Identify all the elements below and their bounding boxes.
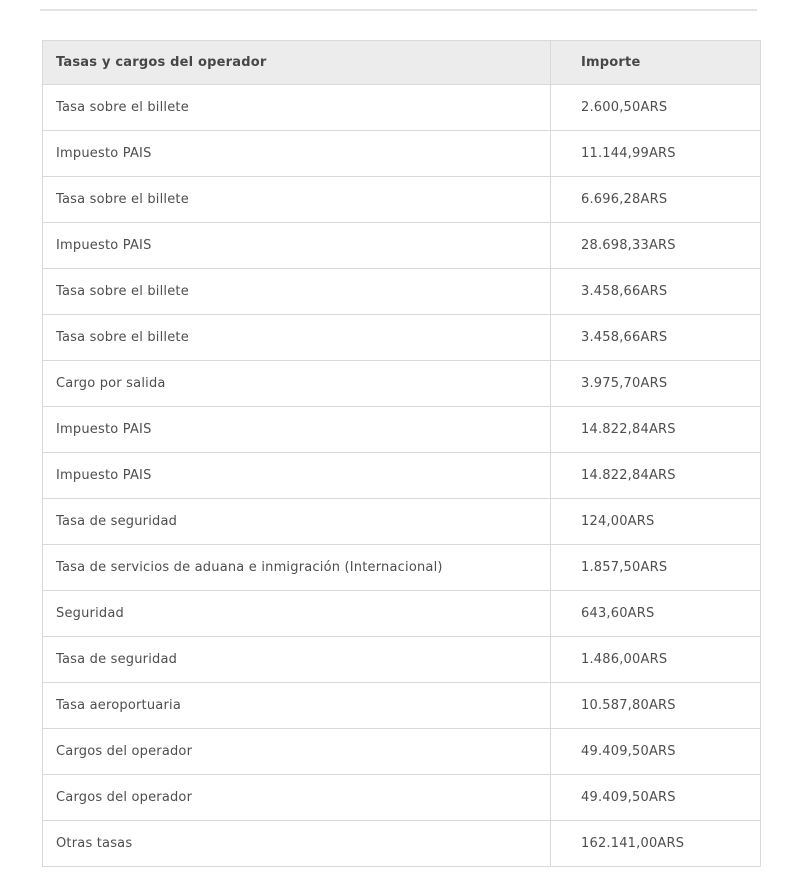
table-row [43, 545, 761, 591]
top-divider [40, 9, 757, 11]
fee-concept: Impuesto PAIS [43, 407, 551, 453]
fee-concept: Cargos del operador [43, 775, 551, 821]
table-row [43, 315, 761, 361]
table-row [43, 85, 761, 131]
table-row [43, 683, 761, 729]
fee-amount: 14.822,84ARS [551, 407, 761, 453]
table-row [43, 637, 761, 683]
fee-concept: Tasa sobre el billete [43, 85, 551, 131]
fee-amount: 3.458,66ARS [551, 315, 761, 361]
table-row [43, 177, 761, 223]
table-header-row [43, 41, 761, 85]
fee-concept: Tasa de seguridad [43, 637, 551, 683]
fee-concept: Impuesto PAIS [43, 453, 551, 499]
fee-amount: 11.144,99ARS [551, 131, 761, 177]
fee-amount: 49.409,50ARS [551, 775, 761, 821]
table-row [43, 821, 761, 867]
operator-fees-table [42, 40, 761, 867]
fee-concept: Tasa sobre el billete [43, 315, 551, 361]
table-row [43, 729, 761, 775]
fee-concept: Cargos del operador [43, 729, 551, 775]
fee-concept: Tasa de servicios de aduana e inmigración (Internacional) [43, 545, 551, 591]
table-row [43, 453, 761, 499]
fee-amount: 49.409,50ARS [551, 729, 761, 775]
fee-amount: 1.857,50ARS [551, 545, 761, 591]
fee-amount: 1.486,00ARS [551, 637, 761, 683]
table-row [43, 499, 761, 545]
fee-concept: Tasa de seguridad [43, 499, 551, 545]
fee-concept: Seguridad [43, 591, 551, 637]
table-head [43, 41, 761, 85]
fee-concept: Tasa aeroportuaria [43, 683, 551, 729]
fee-amount: 124,00ARS [551, 499, 761, 545]
fee-concept: Impuesto PAIS [43, 223, 551, 269]
table-row [43, 223, 761, 269]
column-header-concept: Tasas y cargos del operador [43, 41, 551, 85]
fee-amount: 14.822,84ARS [551, 453, 761, 499]
column-header-amount: Importe [551, 41, 761, 85]
fee-concept: Tasa sobre el billete [43, 177, 551, 223]
table-row [43, 361, 761, 407]
fee-concept: Tasa sobre el billete [43, 269, 551, 315]
fee-amount: 6.696,28ARS [551, 177, 761, 223]
table-row [43, 131, 761, 177]
fee-amount: 3.975,70ARS [551, 361, 761, 407]
fee-concept: Impuesto PAIS [43, 131, 551, 177]
fee-amount: 162.141,00ARS [551, 821, 761, 867]
table-row [43, 591, 761, 637]
fee-concept: Cargo por salida [43, 361, 551, 407]
table-body [43, 85, 761, 867]
fee-amount: 2.600,50ARS [551, 85, 761, 131]
fee-amount: 28.698,33ARS [551, 223, 761, 269]
table-row [43, 407, 761, 453]
table-row [43, 269, 761, 315]
fee-amount: 643,60ARS [551, 591, 761, 637]
fee-concept: Otras tasas [43, 821, 551, 867]
fee-amount: 3.458,66ARS [551, 269, 761, 315]
table-row [43, 775, 761, 821]
fee-amount: 10.587,80ARS [551, 683, 761, 729]
